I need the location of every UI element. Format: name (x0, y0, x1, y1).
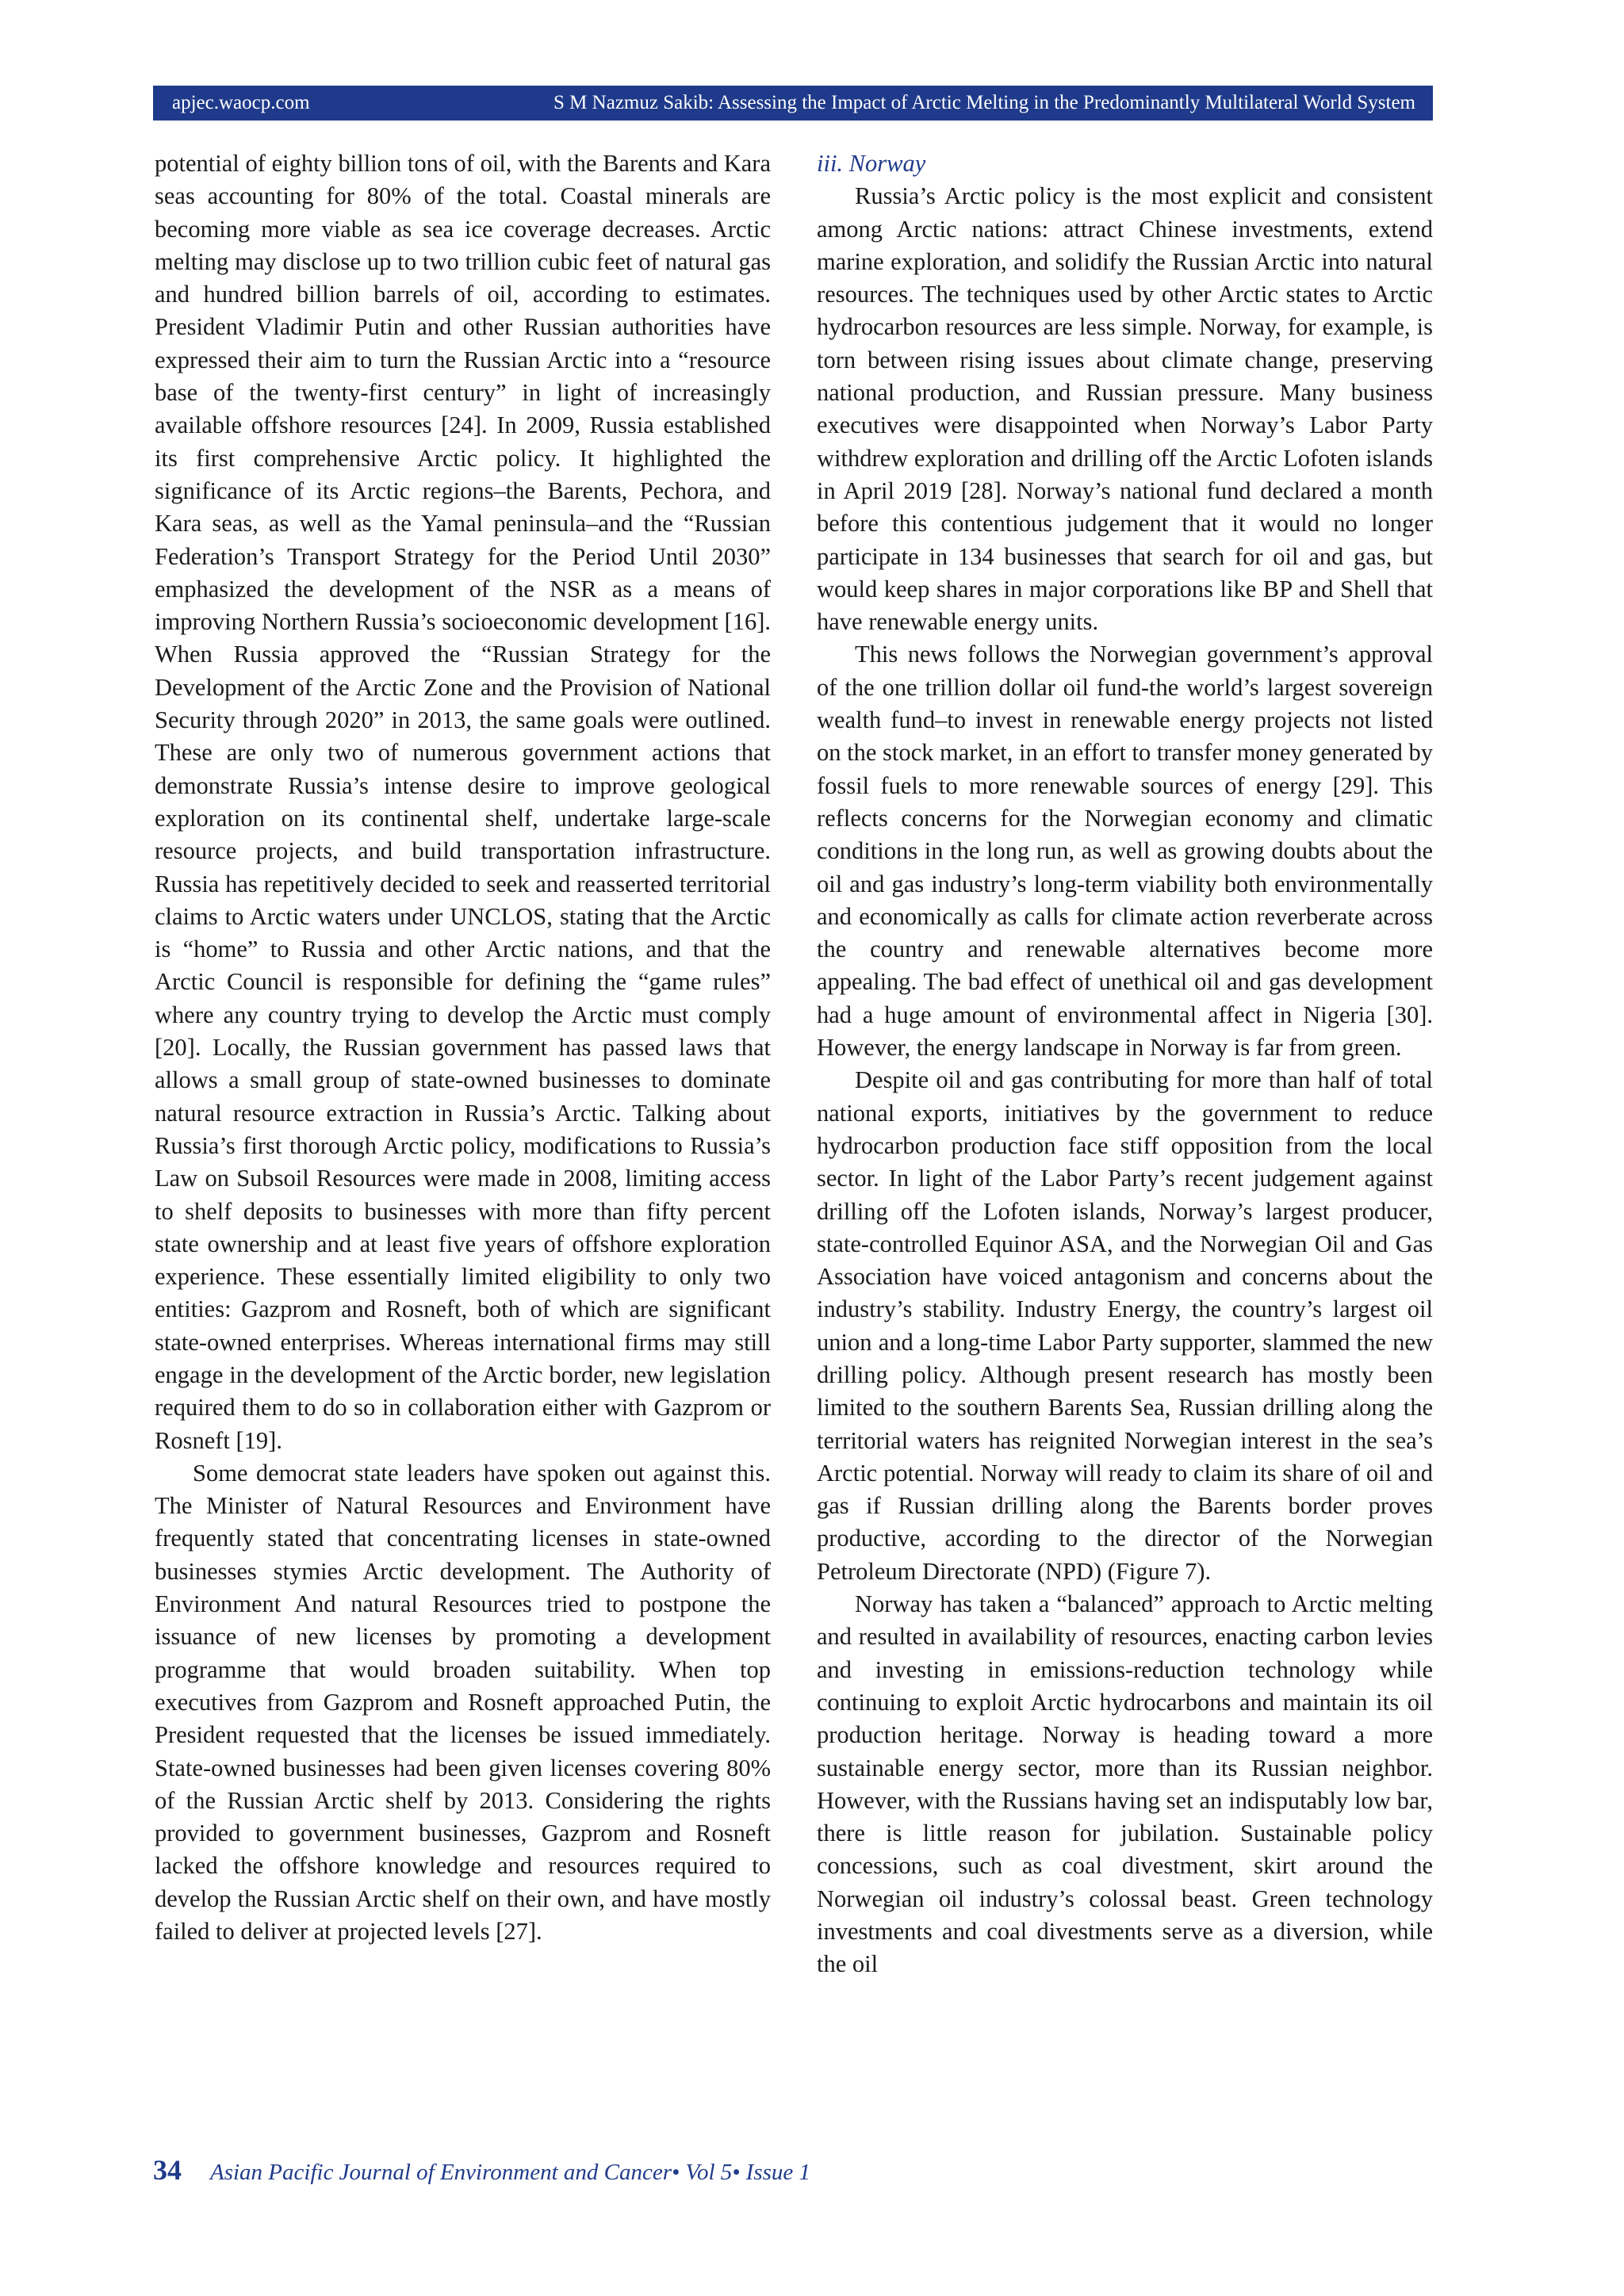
running-title: S M Nazmuz Sakib: Assessing the Impact of Arctic Melting in the Predominantly Multilateral World System (553, 92, 1415, 113)
right-column (817, 147, 1433, 1981)
page-number: 34 (153, 2154, 182, 2186)
section-heading: iii. Norway (817, 150, 926, 177)
left-column (155, 147, 771, 1948)
running-header (153, 86, 1433, 121)
page-footer (153, 2153, 810, 2190)
journal-site-url[interactable]: apjec.waocp.com (172, 92, 310, 113)
journal-citation: Asian Pacific Journal of Environment and Cancer• Vol 5• Issue 1 (210, 2160, 811, 2185)
paragraph: This news follows the Norwegian government’s approval of the one trillion dollar oil fund-the world’s largest sovereign wealth fund–to invest in renewable energy projects not listed on the stock market, in an effort to transfer money generated by fossil fuels to more renewable sources of energy [29]. This reflects concerns for the Norwegian economy and climatic conditions in the long run, as well as growing doubts about the oil and gas industry’s long-term viability both environmentally and economically as calls for climate action reverberate across the country and renewable alternatives become more appealing. The bad effect of unethical oil and gas development had a huge amount of environmental affect in Nigeria [30]. However, the energy landscape in Norway is far from green. (817, 641, 1433, 1062)
paragraph: Russia’s Arctic policy is the most explicit and consistent among Arctic nations: attract Chinese investments, extend marine exploration, and solidify the Russian Arctic into natural resources. The techniques used by other Arctic states to Arctic hydrocarbon resources are less simple. Norway, for example, is torn between rising issues about climate change, preserving national production, and Russian pressure. Many business executives were disappointed when Norway’s Labor Party withdrew exploration and drilling off the Arctic Lofoten islands in April 2019 [28]. Norway’s national fund declared a month before this contentious judgement that it would no longer participate in 134 businesses that search for oil and gas, but would keep shares in major corporations like BP and Shell that have renewable energy units. (817, 182, 1434, 636)
paragraph: Despite oil and gas contributing for more than half of total national exports, initiatives by the government to reduce hydrocarbon production face stiff opposition from the local sector. In light of the Labor Party’s recent judgement against drilling off the Lofoten islands, Norway’s largest producer, state-controlled Equinor ASA, and the Norwegian Oil and Gas Association have voiced antagonism and concerns about the industry’s stability. Industry Energy, the country’s largest oil union and a long-time Labor Party supporter, slammed the new drilling policy. Although present research has mostly been limited to the southern Barents Sea, Russian drilling along the territorial waters has reignited Norwegian interest in the sea’s Arctic potential. Norway will ready to claim its share of oil and gas if Russian drilling along the Barents border proves productive, according to the director of the Norwegian Petroleum Directorate (NPD) (Figure 7). (817, 1066, 1433, 1585)
paragraph: Norway has taken a “balanced” approach to Arctic melting and resulted in availability of resources, enacting carbon levies and investing in emissions-reduction technology while continuing to exploit Arctic hydrocarbons and maintain its oil production heritage. Norway is heading toward a more sustainable energy sector, more than its Russian neighbor. However, with the Russians having set an indisputably low bar, there is little reason for jubilation. Sustainable policy concessions, such as coal divestment, skirt around the Norwegian oil industry’s colossal beast. Green technology investments and coal divestments serve as a diversion, while the oil (817, 1590, 1433, 1978)
paragraph: Some democrat state leaders have spoken out against this. The Minister of Natural Resources and Environment have frequently stated that concentrating licenses in state-owned businesses stymies Arctic development. The Authority of Environment And natural Resources tried to postpone the issuance of new licenses by promoting a development programme that would broaden suitability. When top executives from Gazprom and Rosneft approached Putin, the President requested that the licenses be issued immediately. State-owned businesses had been given licenses covering 80% of the Russian Arctic shelf by 2013. Considering the rights provided to government businesses, Gazprom and Rosneft lacked the offshore knowledge and resources required to develop the Russian Arctic shelf on their own, and have mostly failed to deliver at projected levels [27]. (155, 1459, 771, 1946)
paragraph: potential of eighty billion tons of oil, with the Barents and Kara seas accounting for 80% of the total. Coastal minerals are becoming more viable as sea ice coverage decreases. Arctic melting may disclose up to two trillion cubic feet of natural gas and hundred billion barrels of oil, according to estimates. President Vladimir Putin and other Russian authorities have expressed their aim to turn the Russian Arctic into a “resource base of the twenty-first century” in light of increasingly available offshore resources [24]. In 2009, Russia established its first comprehensive Arctic policy. It highlighted the significance of its Arctic regions–the Barents, Pechora, and Kara seas, as well as the Yamal peninsula–and the “Russian Federation’s Transport Strategy for the Period Until 2030” emphasized the development of the NSR as a means of improving Northern Russia’s socioeconomic development [16]. When Russia approved the “Russian Strategy for the Development of the Arctic Zone and the Provision of National Security through 2020” in 2013, the same goals were outlined. These are only two of numerous government actions that demonstrate Russia’s intense desire to improve geological exploration on its continental shelf, undertake large-scale resource projects, and build transportation infrastructure. Russia has repetitively decided to seek and reasserted territorial claims to Arctic waters under UNCLOS, stating that the Arctic is “home” to Russia and other Arctic nations, and that the Arctic Council is responsible for defining the “game rules” where any country trying to develop the Arctic must comply [20]. Locally, the Russian government has passed laws that allows a small group of state-owned businesses to dominate natural resource extraction in Russia’s Arctic. Talking about Russia’s first thorough Arctic policy, modifications to Russia’s Law on Subsoil Resources were made in 2008, limiting access to shelf deposits to businesses with more than fifty percent state ownership and at least five years of offshore exploration experience. These essentially limited eligibility to only two entities: Gazprom and Rosneft, both of which are significant state-owned enterprises. Whereas international firms may still engage in the development of the Arctic border, new legislation required them to do so in collaboration either with Gazprom or Rosneft [19]. (155, 150, 771, 1454)
